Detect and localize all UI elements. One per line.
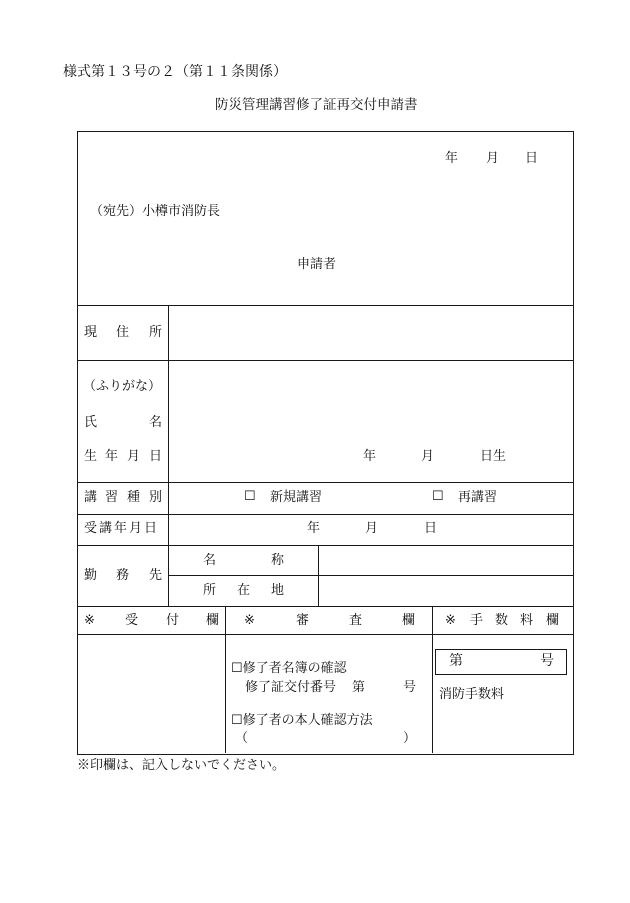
attend-date-label: 受講年月日 [84, 521, 160, 536]
address-label: 所 [149, 325, 163, 340]
address-label: 現 [84, 325, 98, 340]
attend-year: 年 [307, 521, 321, 536]
new-course-label: 新規講習 [270, 490, 323, 505]
address-label: 住 [116, 325, 130, 340]
paren-open: （ [235, 731, 249, 746]
name-label: 氏 [84, 415, 98, 430]
footer-note: ※印欄は、記入しないでください。 [77, 758, 286, 773]
reception-header: 受 [125, 613, 139, 628]
course-type-label: 習 [105, 490, 119, 505]
birth-label: 年 [105, 449, 119, 464]
certificate-number-prefix: 第 [352, 680, 366, 695]
workplace-address-label: 地 [271, 583, 285, 598]
certificate-number-label: 修了証交付番号 [245, 680, 337, 695]
row-divider [168, 575, 573, 576]
column-divider [432, 606, 433, 753]
reception-header: 欄 [206, 613, 220, 628]
fee-header: 数 [495, 613, 509, 628]
reception-header: 付 [166, 613, 180, 628]
form-number: 様式第１３号の２（第１１条関係） [63, 64, 287, 80]
furigana-label: （ふりがな） [83, 379, 162, 394]
workplace-label: 務 [116, 568, 130, 583]
birth-year: 年 [363, 449, 377, 464]
attend-month: 月 [365, 521, 379, 536]
workplace-name-label: 名 [203, 553, 217, 568]
row-divider [77, 634, 573, 635]
row-divider [77, 305, 573, 306]
fee-header: ※ [445, 613, 456, 628]
page-title: 防災管理講習修了証再交付申請書 [215, 97, 418, 113]
date-month: 月 [486, 151, 500, 166]
new-course-checkbox[interactable]: ☐ [244, 489, 256, 504]
addressee: （宛先）小樽市消防長 [90, 204, 221, 219]
row-divider [77, 606, 573, 607]
column-divider [168, 305, 169, 606]
fee-header: 手 [470, 613, 484, 628]
fee-number-prefix: 第 [449, 653, 463, 669]
review-header: 査 [349, 613, 363, 628]
roster-check: ☐修了者名簿の確認 [231, 661, 347, 676]
workplace-name-label: 称 [271, 553, 285, 568]
review-header: 欄 [402, 613, 416, 628]
row-divider [77, 360, 573, 361]
column-divider [225, 606, 226, 753]
workplace-label: 先 [149, 568, 163, 583]
paren-close: ） [403, 731, 417, 746]
fee-number-suffix: 号 [540, 653, 554, 669]
row-divider [77, 482, 573, 483]
birth-day: 日生 [480, 449, 507, 464]
course-type-label: 講 [84, 490, 98, 505]
fee-header: 欄 [546, 613, 560, 628]
workplace-address-label: 在 [237, 583, 251, 598]
course-type-label: 別 [149, 490, 163, 505]
certificate-number-suffix: 号 [403, 680, 417, 695]
birth-label: 生 [84, 449, 98, 464]
fee-header: 料 [520, 613, 534, 628]
workplace-address-label: 所 [203, 583, 217, 598]
name-label: 名 [149, 415, 163, 430]
date-day: 日 [525, 151, 539, 166]
review-header: ※ [244, 613, 255, 628]
re-course-label: 再講習 [458, 490, 498, 505]
birth-label: 月 [127, 449, 141, 464]
reception-header: ※ [84, 613, 95, 628]
course-type-label: 種 [127, 490, 141, 505]
review-header: 審 [296, 613, 310, 628]
birth-month: 月 [421, 449, 435, 464]
identity-check: ☐修了者の本人確認方法 [231, 713, 373, 728]
column-divider [318, 545, 319, 606]
workplace-label: 勤 [84, 568, 98, 583]
re-course-checkbox[interactable]: ☐ [432, 489, 444, 504]
attend-day: 日 [424, 521, 438, 536]
row-divider [77, 545, 573, 546]
fee-label: 消防手数料 [439, 687, 505, 702]
row-divider [77, 514, 573, 515]
birth-label: 日 [149, 449, 163, 464]
applicant-label: 申請者 [297, 257, 337, 272]
date-year: 年 [445, 151, 459, 166]
